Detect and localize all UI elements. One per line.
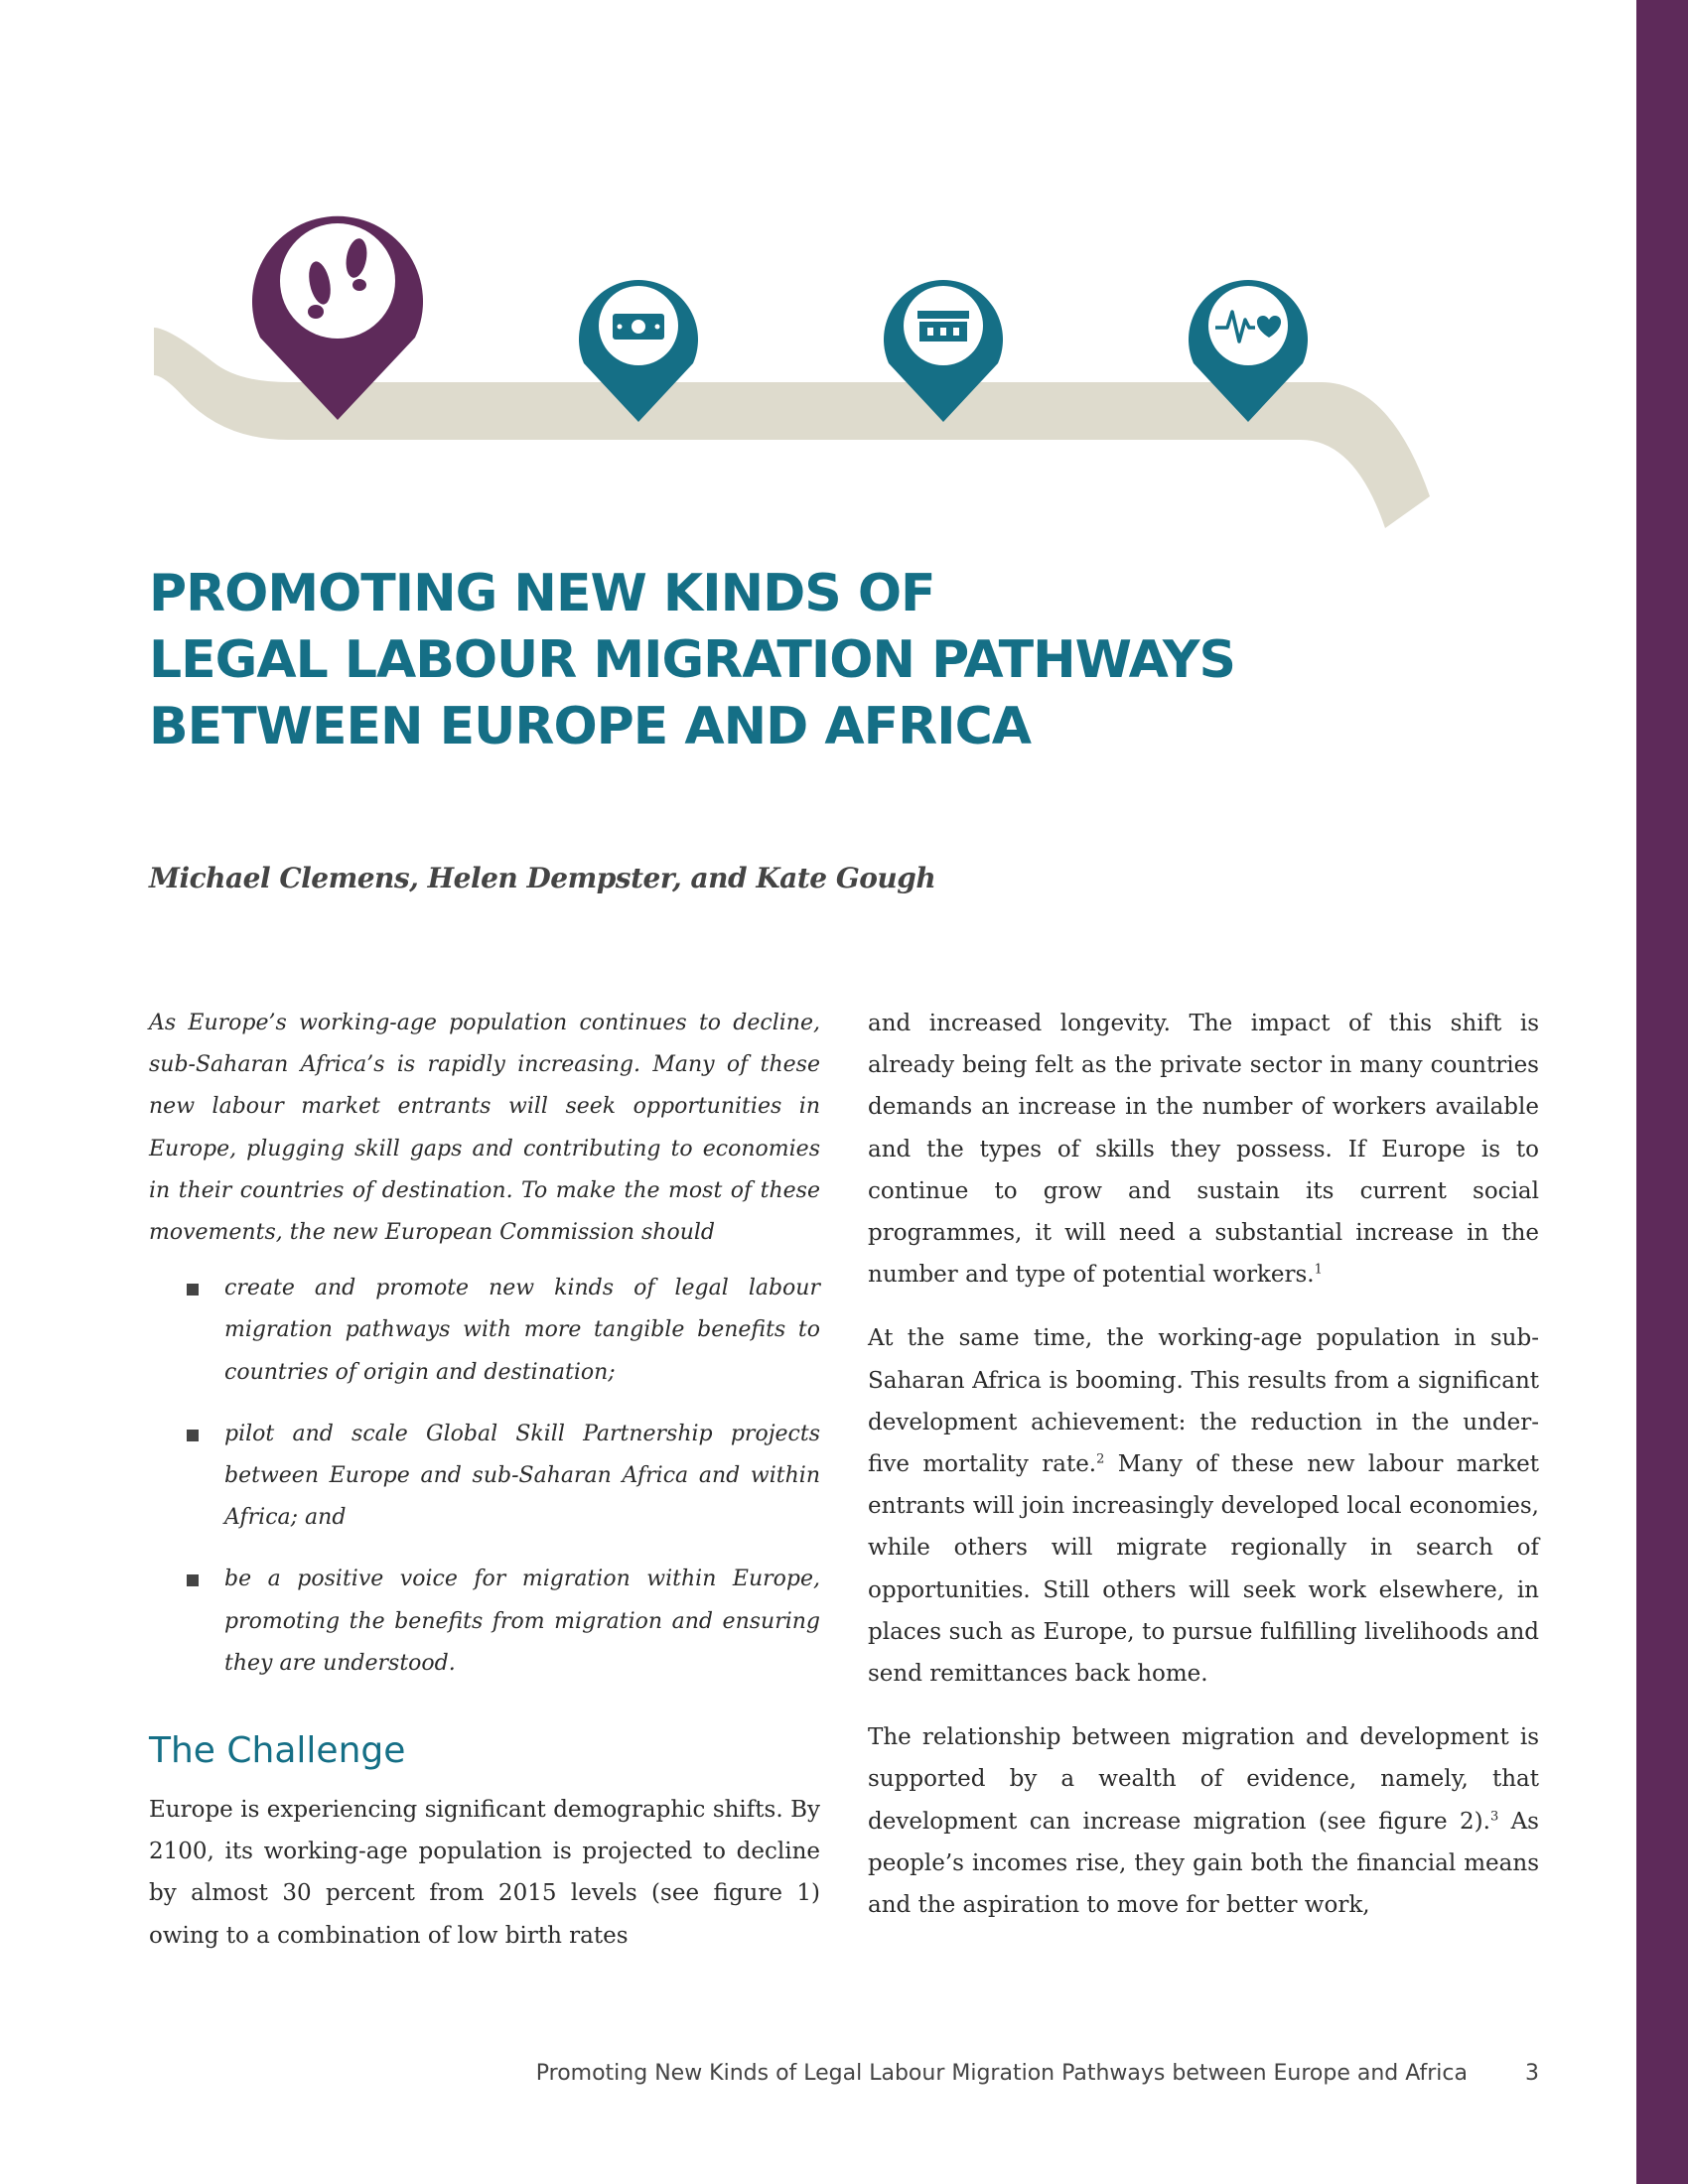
bullet-text: pilot and scale Global Skill Partnership projects between Europe and sub-Saharan Africa and within Africa; and — [224, 1421, 820, 1531]
list-item — [149, 1268, 820, 1394]
footnote-ref[interactable]: 3 — [1489, 1809, 1499, 1824]
paragraph-text: Many of these new labour market entrants will join increasingly developed local economies, while others will migrate regionally in search of opportunities. Still others will seek work elsewhere, in places such as Europe, to pursue fulfilling livelihoods and send remittances back home. — [868, 1451, 1539, 1688]
title-line-3: BETWEEN EUROPE AND AFRICA — [149, 697, 1031, 756]
body-paragraph-2 — [868, 1317, 1539, 1695]
page-footer — [526, 2061, 1539, 2086]
hero-illustration — [0, 0, 1688, 556]
author-byline: Michael Clemens, Helen Dempster, and Kate Gough — [149, 862, 936, 894]
title-line-2: LEGAL LABOUR MIGRATION PATHWAYS — [149, 630, 1236, 690]
title-line-1: PROMOTING NEW KINDS OF — [149, 564, 935, 623]
body-paragraph-3 — [868, 1716, 1539, 1926]
paragraph-text: At the same time, the working-age population in sub-Saharan Africa is booming. This results from a significant development achievement: the reduction in the under-five mortality rate. — [868, 1325, 1539, 1478]
recommendation-list — [149, 1268, 820, 1685]
page-number: 3 — [1525, 2061, 1539, 2086]
paragraph-text: As people’s incomes rise, they gain both the financial means and the aspiration to move for better work, — [868, 1808, 1539, 1919]
footnote-ref[interactable]: 2 — [1096, 1451, 1105, 1467]
page-title — [149, 561, 1440, 760]
bullet-square-icon — [187, 1284, 199, 1296]
list-item — [149, 1559, 820, 1685]
bullet-square-icon — [187, 1574, 199, 1586]
section-heading-challenge: The Challenge — [149, 1730, 406, 1772]
running-title: Promoting New Kinds of Legal Labour Migration Pathways between Europe and Africa — [535, 2061, 1468, 2086]
bullet-text: be a positive voice for migration within Europe, promoting the benefits from migration and ensuring they are understood. — [224, 1567, 820, 1676]
body-paragraph-1 — [868, 1003, 1539, 1296]
bullet-square-icon — [187, 1430, 199, 1441]
paragraph-text: and increased longevity. The impact of this shift is already being felt as the private sector in many countries demands an increase in the number of workers available and the types of skills they possess. If Europe is to continue to grow and sustain its current social programmes, it will need a substantial increase in the number and type of potential workers. — [868, 1011, 1539, 1289]
left-column — [149, 1003, 820, 1979]
footnote-ref[interactable]: 1 — [1314, 1262, 1323, 1278]
bullet-text: create and promote new kinds of legal labour migration pathways with more tangible benefits to countries of origin and destination; — [224, 1276, 820, 1385]
intro-paragraph: As Europe’s working-age population continues to decline, sub-Saharan Africa’s is rapidly increasing. Many of these new labour market entrants will seek opportunities in Europe, plugging skill gaps and contributing to economies in their countries of destination. To make the most of these movements, the new European Commission should — [149, 1011, 820, 1246]
right-column — [868, 1003, 1539, 1948]
challenge-paragraph: Europe is experiencing significant demographic shifts. By 2100, its working-age population is projected to decline by almost 30 percent from 2015 levels (see figure 1) owing to a combination of low birth rates — [149, 1797, 820, 1949]
paragraph-text: The relationship between migration and development is supported by a wealth of evidence, namely, that development can increase migration (see figure 2). — [868, 1724, 1539, 1835]
list-item — [149, 1414, 820, 1540]
